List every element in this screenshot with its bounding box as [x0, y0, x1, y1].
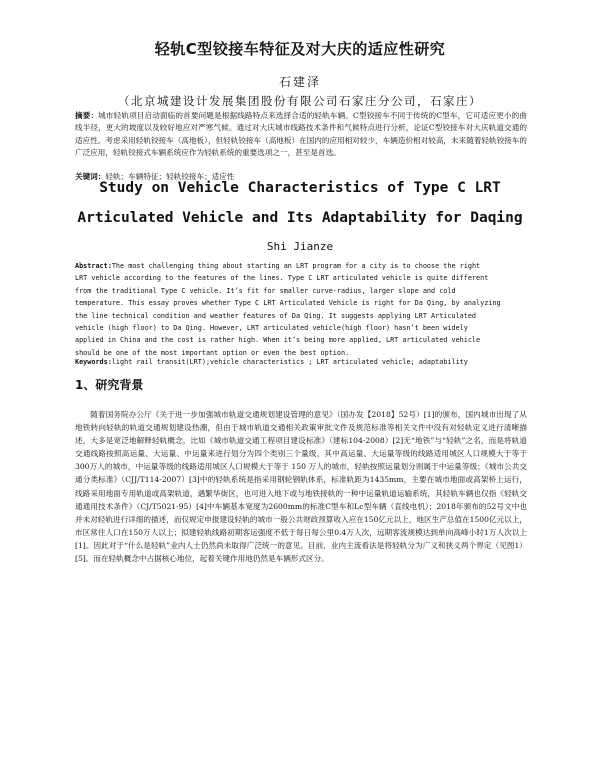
chinese-author: 石建泽 — [278, 75, 321, 89]
english-title-line-1: Study on Vehicle Characteristics of Type C LRT — [99, 180, 501, 196]
english-abstract-line: temperature. This essay proves whether Type C LRT Articulated Vehicle is right for Da Qing, by analyzing — [75, 299, 501, 308]
english-author: Shi Jianze — [266, 240, 334, 253]
chinese-abstract-text: 城市轻轨项目启动面临的首要问题是根据线路特点来选择合适的轻轨车辆。C型铰接车不同于传统的C型车，它可适应更小的曲线半径，更大的坡度以及较好地应对严寒气候。通过对大庆城市线路技术条件和气候特点进行分析，论证C型铰接车对大庆轨道交通的适应性。考虑采用轻轨铰接车（高地板），但轻轨铰接车（高地板）在国内的应用相对较少，车辆造价相对较高，未来随着轻轨铰接车的广泛应用，轻轨铰接式车辆系统应作为轻轨系统的重要选项之一，甚至是首选。 — [75, 111, 527, 157]
english-abstract-line: from the traditional Type C vehicle. It’s fit for smaller curve-radius, larger slope and cold — [75, 286, 456, 295]
chinese-keywords-label: 关键词： — [75, 172, 106, 181]
english-abstract-line: should be one of the most important option or even the best option. — [75, 348, 350, 357]
section-1-body: 随着国务院办公厅《关于进一步加强城市轨道交通规划建设管理的意见》（国办发【2018】52号）[1]的颁布，国内城市出现了从地铁转向轻轨的轨道交通规划建设热潮，但由于城市轨道交通相关政策审批文件及规范标准等相关文件中没有对轻轨定义进行清晰描述，大多是宽泛地解释轻轨概念，比如《城市轨道交通工程项目建设标准》（建标104-2008）[2]无“地铁”与“轻轨”之名，而是将轨道交通线路按照高运量、大运量、中运量来进行划分为四个类别三个量级，其中高运量、大运量等级的线路适用城区人口规模大于等于300万人的城市，中运量等级的线路适用城区人口规模大于等于 150 万人的城市，轻轨按照运量划分则属于中运量等级；《城市公共交通分类标准》（CJJ/T114-2007）[3]中的轻轨系统是指采用钢轮钢轨体系，标准轨距为1435mm，主要在城市地面或高架桥上运行，线路采用地面专用轨道或高架轨道，遇繁华街区，也可进入地下或与地铁接轨的一种中运量轨道运输系统，其轻轨车辆也仅指《轻轨交通通用技术条件》（CJ/T5021-95）[4]中车辆基本宽度为2600mm的标准C型车和Lc型车辆（直线电机）；2018年颁布的52号文中也并未对轻轨进行详细的描述，而仅规定申报建设轻轨的城市一般公共财政预算收入应在150亿元以上，地区生产总值在1500亿元以上，市区常住人口在150万人以上；拟建轻轨线路初期客运强度不低于每日每公里0.4万人次，远期客流规模达到单向高峰小时1万人次以上[1]。因此对于“什么是轻轨”业内人士仍然尚未取得广泛统一的意见。目前，业内主流看法是将轻轨分为广义和狭义两个界定（见图1）[5]。而在轻轨概念中占据核心地位，起着关键作用地仍然是车辆形式区分。 — [75, 410, 527, 564]
chinese-title: 轻轨C型铰接车特征及对大庆的适应性研究 — [154, 40, 446, 58]
english-keywords-label: Keywords: — [75, 358, 112, 366]
english-abstract-line: applied in China and the cost is rather high. When it’s being more applied, LRT articulated vehicle — [75, 336, 481, 345]
english-keywords — [75, 356, 527, 368]
chinese-keywords-text: 轻轨；车辆特征；轻轨铰接车；适应性 — [105, 172, 235, 181]
english-abstract-label: Abstract: — [75, 262, 112, 270]
chinese-abstract — [75, 110, 527, 159]
chinese-abstract-label: 摘要： — [75, 111, 99, 120]
english-abstract-line: Abstract:The most challenging thing about starting an LRT program for a city is to choose the right — [75, 262, 481, 270]
english-abstract-line: vehicle (high floor) to Da Qing. However, LRT articulated vehicle(high floor) hasn’t been widely — [75, 324, 468, 333]
english-abstract — [75, 260, 527, 359]
english-title-line-2: Articulated Vehicle and Its Adaptability for Daqing — [77, 210, 523, 226]
english-keywords-text: light rail transit(LRT);vehicle characteristics ; LRT articulated vehicle; adaptability — [111, 358, 468, 366]
english-abstract-line: the line technical condition and weather features of Da Qing. It suggests applying LRT Articulated — [75, 311, 477, 320]
section-1-heading: 1、研究背景 — [75, 378, 144, 392]
chinese-affiliation: （北京城建设计发展集团股份有限公司石家庄分公司，石家庄） — [118, 94, 482, 108]
english-abstract-line: LRT vehicle according to the features of the lines. Type C LRT articulated vehicle is quite different — [75, 274, 489, 283]
